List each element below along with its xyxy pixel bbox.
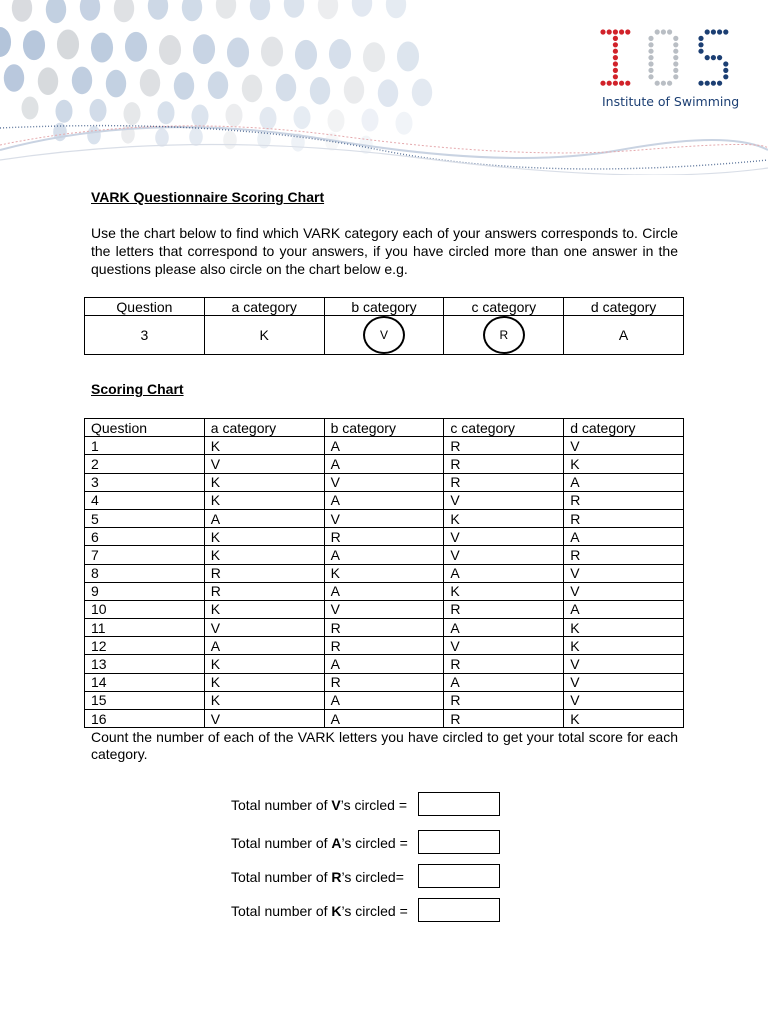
category-cell: R (564, 546, 684, 564)
total-letter: R (331, 869, 342, 885)
category-cell: R (444, 455, 564, 473)
category-cell: K (564, 637, 684, 655)
total-a-input-box[interactable] (418, 830, 500, 854)
category-cell: V (204, 710, 324, 728)
category-cell: V (564, 437, 684, 455)
total-letter: K (331, 903, 342, 919)
table-row (85, 637, 684, 655)
scoring-header-cell: a category (204, 419, 324, 437)
total-suffix: ’s circled = (340, 797, 408, 813)
example-question-cell: 3 (85, 316, 205, 355)
example-header-cell: c category (444, 298, 564, 316)
total-label (231, 903, 408, 919)
total-letter: V (331, 797, 341, 813)
category-cell: R (444, 710, 564, 728)
example-value-row (85, 316, 684, 355)
category-cell: A (204, 637, 324, 655)
category-cell: R (564, 509, 684, 527)
category-cell: A (204, 509, 324, 527)
scoring-header-cell: c category (444, 419, 564, 437)
question-number-cell: 15 (85, 691, 205, 709)
scoring-header-row (85, 419, 684, 437)
question-number-cell: 10 (85, 600, 205, 618)
total-prefix: Total number of (231, 903, 332, 919)
category-cell: V (564, 691, 684, 709)
total-prefix: Total number of (231, 797, 332, 813)
total-label (231, 797, 407, 813)
category-cell: A (564, 528, 684, 546)
question-number-cell: 12 (85, 637, 205, 655)
category-cell: A (444, 619, 564, 637)
table-row (85, 437, 684, 455)
category-cell: K (204, 491, 324, 509)
scoring-table (84, 418, 684, 728)
category-cell: V (324, 509, 444, 527)
example-value-cell: K (204, 316, 324, 355)
example-value-cell (444, 316, 564, 355)
total-v-input-box[interactable] (418, 792, 500, 816)
category-cell: A (324, 655, 444, 673)
table-row (85, 528, 684, 546)
table-row (85, 473, 684, 491)
total-k-input-box[interactable] (418, 898, 500, 922)
category-cell: R (324, 637, 444, 655)
category-cell: K (204, 691, 324, 709)
scoring-header-cell: Question (85, 419, 205, 437)
example-table (84, 297, 684, 355)
category-cell: K (204, 473, 324, 491)
category-cell: V (444, 491, 564, 509)
question-number-cell: 3 (85, 473, 205, 491)
intro-paragraph: Use the chart below to find which VARK category each of your answers corresponds to. Circle the letters that correspond to your answers, if you have circled more than one answer in the questions please also circle on the chart below e.g. (91, 225, 678, 277)
example-value-cell: A (564, 316, 684, 355)
table-row (85, 546, 684, 564)
total-prefix: Total number of (231, 835, 332, 851)
category-cell: R (444, 437, 564, 455)
table-row (85, 455, 684, 473)
table-row (85, 710, 684, 728)
category-cell: R (444, 473, 564, 491)
category-cell: K (444, 582, 564, 600)
total-suffix: ’s circled = (341, 903, 408, 919)
category-cell: V (564, 564, 684, 582)
question-number-cell: 16 (85, 710, 205, 728)
question-number-cell: 2 (85, 455, 205, 473)
category-cell: R (204, 564, 324, 582)
category-cell: V (324, 600, 444, 618)
category-cell: A (324, 582, 444, 600)
category-cell: K (324, 564, 444, 582)
category-cell: R (444, 600, 564, 618)
category-cell: A (564, 473, 684, 491)
question-number-cell: 1 (85, 437, 205, 455)
category-cell: A (324, 437, 444, 455)
category-cell: V (324, 473, 444, 491)
total-label (231, 835, 408, 851)
table-row (85, 491, 684, 509)
question-number-cell: 5 (85, 509, 205, 527)
table-row (85, 619, 684, 637)
question-number-cell: 6 (85, 528, 205, 546)
total-label (231, 869, 404, 885)
total-letter: A (331, 835, 342, 851)
category-cell: R (564, 491, 684, 509)
scoring-chart-title: Scoring Chart (91, 381, 184, 397)
question-number-cell: 13 (85, 655, 205, 673)
question-number-cell: 7 (85, 546, 205, 564)
category-cell: A (444, 564, 564, 582)
table-row (85, 655, 684, 673)
category-cell: K (204, 437, 324, 455)
total-r-input-box[interactable] (418, 864, 500, 888)
category-cell: A (324, 491, 444, 509)
category-cell: K (564, 455, 684, 473)
question-number-cell: 4 (85, 491, 205, 509)
example-header-cell: a category (204, 298, 324, 316)
example-header-cell: b category (324, 298, 444, 316)
logo-subtitle: Institute of Swimming (602, 94, 740, 109)
category-cell: K (204, 655, 324, 673)
circled-answer: R (483, 316, 525, 354)
table-row (85, 509, 684, 527)
question-number-cell: 8 (85, 564, 205, 582)
table-row (85, 673, 684, 691)
category-cell: V (564, 582, 684, 600)
category-cell: K (204, 528, 324, 546)
category-cell: R (204, 582, 324, 600)
category-cell: K (204, 600, 324, 618)
scoring-header-cell: b category (324, 419, 444, 437)
page-title: VARK Questionnaire Scoring Chart (91, 189, 325, 205)
category-cell: A (324, 691, 444, 709)
category-cell: R (444, 691, 564, 709)
category-cell: V (564, 673, 684, 691)
circled-answer: V (363, 316, 405, 354)
table-row (85, 582, 684, 600)
question-number-cell: 9 (85, 582, 205, 600)
category-cell: K (204, 546, 324, 564)
category-cell: A (324, 546, 444, 564)
count-instructions: Count the number of each of the VARK letters you have circled to get your total score for each category. (91, 729, 678, 762)
total-suffix: ’s circled= (341, 869, 404, 885)
category-cell: V (204, 455, 324, 473)
category-cell: V (564, 655, 684, 673)
total-suffix: ’s circled = (341, 835, 408, 851)
category-cell: K (204, 673, 324, 691)
table-row (85, 564, 684, 582)
example-header-cell: d category (564, 298, 684, 316)
category-cell: A (324, 455, 444, 473)
category-cell: V (204, 619, 324, 637)
example-header-row (85, 298, 684, 316)
total-prefix: Total number of (231, 869, 332, 885)
question-number-cell: 11 (85, 619, 205, 637)
category-cell: R (324, 619, 444, 637)
category-cell: A (324, 710, 444, 728)
category-cell: K (564, 710, 684, 728)
table-row (85, 691, 684, 709)
category-cell: V (444, 637, 564, 655)
category-cell: R (444, 655, 564, 673)
category-cell: R (324, 673, 444, 691)
table-row (85, 600, 684, 618)
example-header-cell: Question (85, 298, 205, 316)
category-cell: R (324, 528, 444, 546)
example-value-cell (324, 316, 444, 355)
question-number-cell: 14 (85, 673, 205, 691)
category-cell: K (564, 619, 684, 637)
category-cell: V (444, 528, 564, 546)
category-cell: A (564, 600, 684, 618)
category-cell: A (444, 673, 564, 691)
category-cell: V (444, 546, 564, 564)
scoring-header-cell: d category (564, 419, 684, 437)
category-cell: K (444, 509, 564, 527)
